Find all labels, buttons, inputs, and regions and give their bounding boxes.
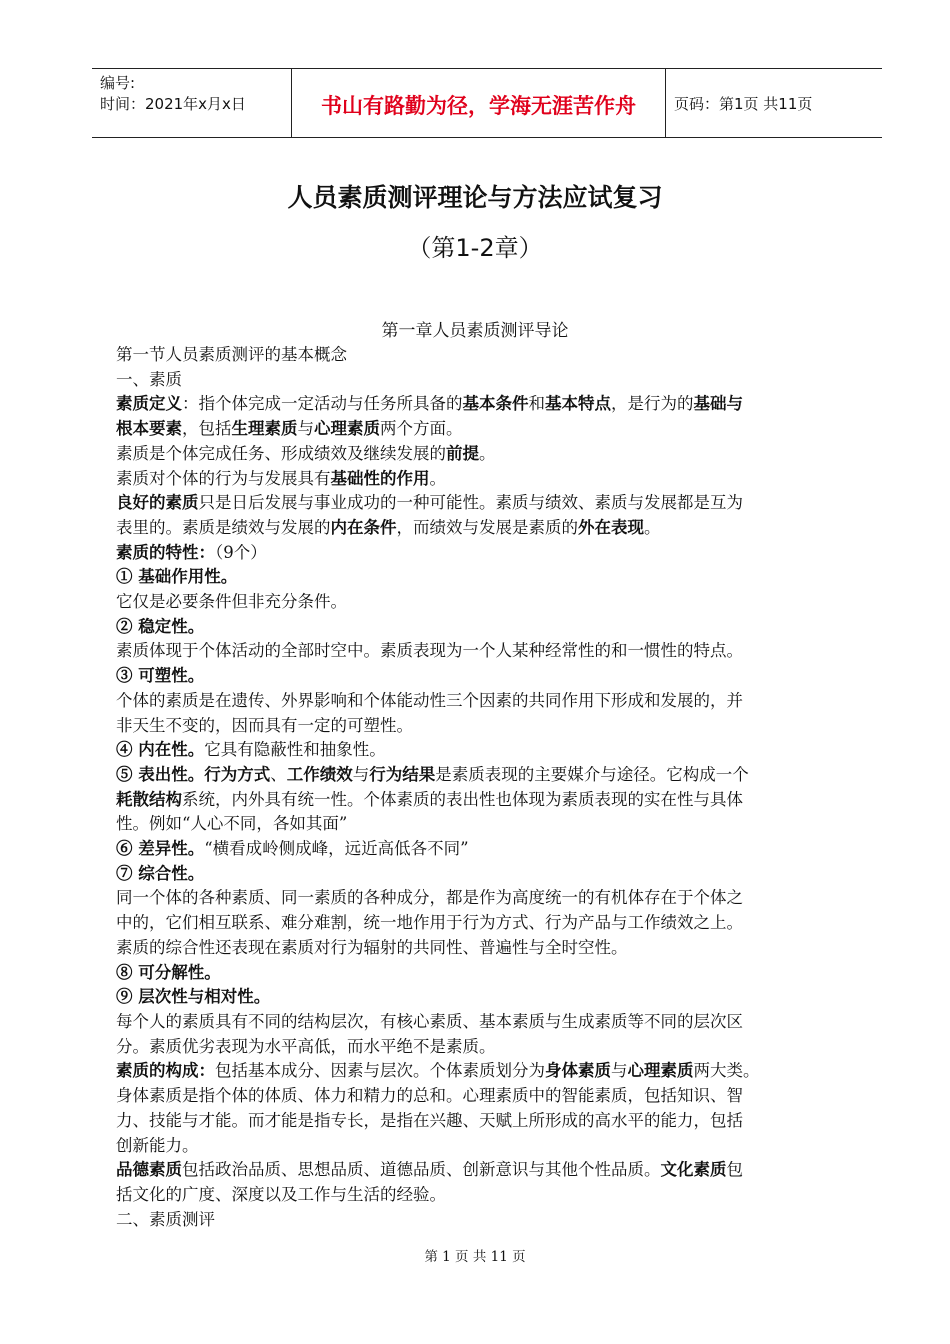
body-line — [116, 1035, 866, 1060]
body-line — [116, 417, 866, 442]
body-line — [116, 516, 866, 541]
document-subtitle: （第1-2章） — [407, 234, 543, 262]
number-label: 编号: — [100, 74, 136, 92]
document-body — [116, 343, 866, 1232]
body-line — [116, 1109, 866, 1134]
text-run: 性。例如“人心不同，各如其面” — [116, 814, 348, 834]
body-line — [116, 392, 866, 417]
bold-term: ② 稳定性。 — [116, 616, 205, 636]
header-page-number: 页码：第1页 共11页 — [674, 95, 813, 113]
bold-term: 基本条件 — [462, 394, 529, 414]
text-run: ：指个体完成一定活动与任务所具备的 — [182, 394, 463, 414]
page-header — [92, 68, 882, 138]
bold-term: 基础性的作用 — [330, 468, 430, 488]
text-run: 包 — [726, 1160, 743, 1180]
text-run: 素质是个体完成任务、形成绩效及继续发展的 — [116, 443, 446, 463]
document-title: 人员素质测评理论与方法应试复习 — [287, 183, 663, 212]
bold-term: 基础与 — [693, 394, 743, 414]
text-run: 和 — [528, 394, 545, 414]
bold-term: ⑦ 综合性。 — [116, 863, 205, 883]
body-line — [116, 590, 866, 615]
text-run: 每个人的素质具有不同的结构层次，有核心素质、基本素质与生成素质等不同的层次区 — [116, 1011, 743, 1031]
bold-term: 基本特点 — [545, 394, 611, 414]
body-line — [116, 714, 866, 739]
body-line — [116, 491, 866, 516]
body-line — [116, 1010, 866, 1035]
bold-term: 良好的素质 — [116, 493, 199, 513]
bold-term: 心理素质 — [314, 419, 380, 439]
body-line — [116, 615, 866, 640]
body-line — [116, 467, 866, 492]
text-run: 。 — [429, 468, 446, 488]
body-line — [116, 862, 866, 887]
body-line — [116, 738, 866, 763]
body-line — [116, 837, 866, 862]
text-run: 一、素质 — [116, 369, 182, 389]
text-run: 素质体现于个体活动的全部时空中。素质表现为一个人某种经常性的和一惯性的特点。 — [116, 641, 743, 661]
body-line — [116, 442, 866, 467]
body-line — [116, 788, 866, 813]
body-line — [116, 1084, 866, 1109]
bold-term: 素质的构成： — [116, 1061, 215, 1081]
chapter-heading: 第一章人员素质测评导论 — [381, 321, 569, 341]
text-run: 创新能力。 — [116, 1135, 199, 1155]
bold-term: 根本要素 — [116, 419, 182, 439]
text-run: 中的，它们相互联系、难分难割，统一地作用于行为方式、行为产品与工作绩效之上。 — [116, 913, 743, 933]
text-run: 两个方面。 — [380, 419, 463, 439]
text-run: 二、素质测评 — [116, 1209, 215, 1229]
header-motto: 书山有路勤为径，学海无涯苦作舟 — [321, 94, 636, 118]
text-run: 力、技能与才能。而才能是指专长，是指在兴趣、天赋上所形成的高水平的能力，包括 — [116, 1110, 743, 1130]
text-run: 包括政治品质、思想品质、道德品质、创新意识与其他个性品质。 — [182, 1160, 661, 1180]
bold-term: ⑧ 可分解性。 — [116, 962, 221, 982]
header-meta — [100, 73, 246, 115]
body-line — [116, 541, 866, 566]
body-line — [116, 1183, 866, 1208]
text-run: ，包括 — [182, 419, 232, 439]
text-run: 第一节人员素质测评的基本概念 — [116, 345, 347, 364]
text-run: 身体素质是指个体的体质、体力和精力的总和。心理素质中的智能素质，包括知识、智 — [116, 1086, 743, 1106]
text-run: 两大类。 — [693, 1061, 760, 1081]
body-line — [116, 812, 866, 837]
bold-term: ③ 可塑性。 — [116, 666, 205, 686]
bold-term: 前提 — [446, 443, 479, 463]
body-line — [116, 639, 866, 664]
text-run: 素质的综合性还表现在素质对行为辐射的共同性、普遍性与全时空性。 — [116, 937, 628, 957]
body-line — [116, 1158, 866, 1183]
body-line — [116, 664, 866, 689]
text-run: 非天生不变的，因而具有一定的可塑性。 — [116, 715, 413, 735]
bold-term: 心理素质 — [627, 1061, 694, 1081]
header-divider — [665, 69, 666, 137]
bold-term: 素质定义 — [116, 394, 182, 414]
bold-term: 素质的特性： — [116, 542, 215, 562]
text-run: 。 — [479, 443, 496, 463]
bold-term: 工作绩效 — [286, 764, 353, 784]
text-run: 。 — [644, 517, 661, 537]
page-footer: 第 1 页 共 11 页 — [424, 1249, 526, 1265]
bold-term: ④ 内在性。 — [116, 740, 205, 760]
body-line — [116, 936, 866, 961]
text-run: 同一个体的各种素质、同一素质的各种成分，都是作为高度统一的有机体存在于个体之 — [116, 888, 743, 908]
text-run: 、 — [270, 764, 287, 784]
bold-term: 身体素质 — [545, 1061, 611, 1081]
time-label: 时间：2021年x月x日 — [100, 95, 246, 113]
text-run: “横看成岭侧成峰，远近高低各不同” — [204, 839, 469, 859]
text-run: 与 — [352, 764, 370, 784]
bold-term: ⑥ 差异性。 — [116, 839, 205, 859]
text-run: 括文化的广度、深度以及工作与生活的经验。 — [116, 1184, 446, 1204]
body-line — [116, 565, 866, 590]
bold-term: 内在条件 — [330, 517, 397, 537]
body-line — [116, 689, 866, 714]
text-run: 分。素质优劣表现为水平高低，而水平绝不是素质。 — [116, 1036, 496, 1056]
text-run: 它具有隐蔽性和抽象性。 — [204, 740, 386, 760]
text-run: 与 — [297, 419, 314, 439]
body-line — [116, 886, 866, 911]
body-line — [116, 763, 866, 788]
bold-term: 外在表现 — [578, 517, 644, 537]
bold-term: 生理素质 — [231, 419, 298, 439]
bold-term: ⑤ 表出性。行为方式 — [116, 764, 271, 784]
text-run: （9个） — [215, 542, 267, 562]
text-run: 与 — [611, 1061, 628, 1081]
body-line — [116, 1208, 866, 1233]
bold-term: 品德素质 — [116, 1160, 182, 1180]
text-run: 系统，内外具有统一性。个体素质的表出性也体现为素质表现的实在性与具体 — [182, 789, 743, 809]
text-run: 它仅是必要条件但非充分条件。 — [116, 592, 347, 612]
bold-term: ⑨ 层次性与相对性。 — [116, 987, 271, 1007]
bold-term: 耗散结构 — [116, 789, 182, 809]
text-run: 是素质表现的主要媒介与途径。它构成一个 — [435, 764, 749, 784]
body-line — [116, 911, 866, 936]
text-run: 素质对个体的行为与发展具有 — [116, 468, 331, 488]
text-run: 只是日后发展与事业成功的一种可能性。素质与绩效、素质与发展都是互为 — [198, 493, 743, 513]
text-run: 表里的。素质是绩效与发展的 — [116, 517, 331, 537]
text-run: 个体的素质是在遗传、外界影响和个体能动性三个因素的共同作用下形成和发展的，并 — [116, 690, 743, 710]
bold-term: 行为结果 — [369, 764, 436, 784]
body-line — [116, 368, 866, 393]
body-line — [116, 985, 866, 1010]
text-run: 包括基本成分、因素与层次。个体素质划分为 — [215, 1061, 545, 1081]
bold-term: ① 基础作用性。 — [116, 567, 238, 587]
body-line — [116, 343, 866, 368]
bold-term: 文化素质 — [660, 1160, 727, 1180]
body-line — [116, 961, 866, 986]
body-line — [116, 1134, 866, 1159]
text-run: ，而绩效与发展是素质的 — [396, 517, 578, 537]
body-line — [116, 1059, 866, 1084]
text-run: ，是行为的 — [611, 394, 694, 414]
